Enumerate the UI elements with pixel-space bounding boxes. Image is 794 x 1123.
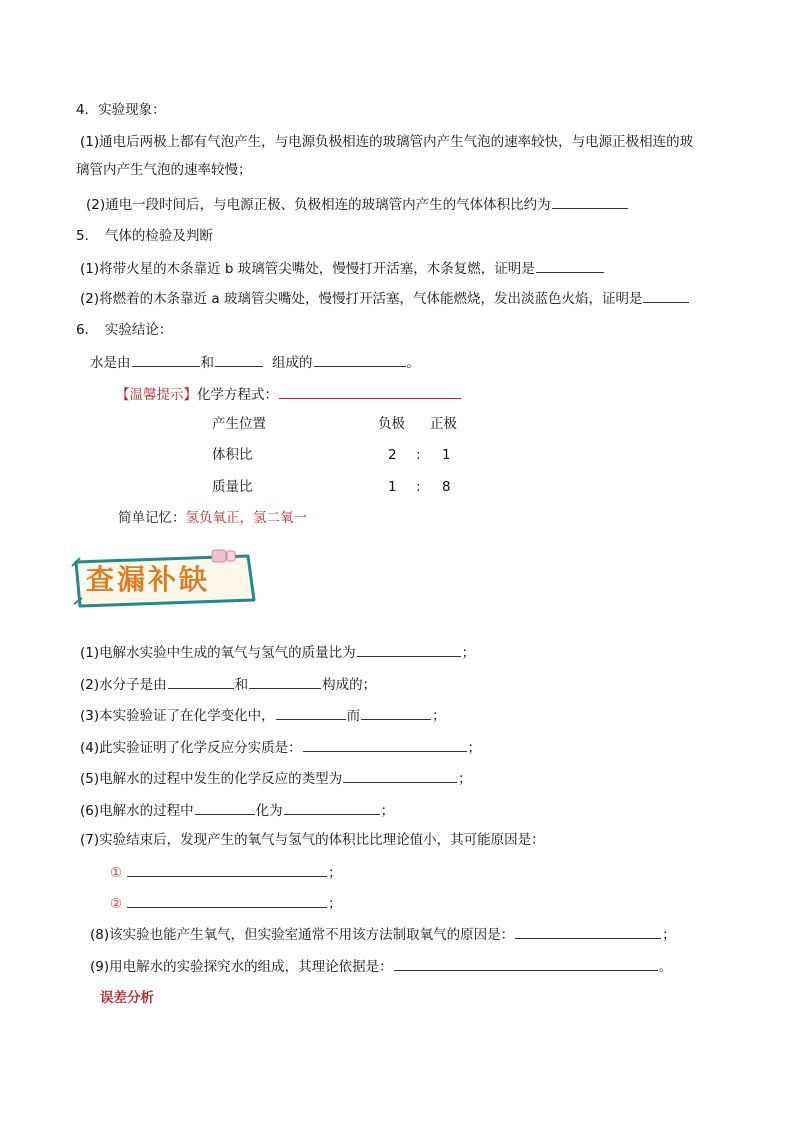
q2-and: 和 <box>234 677 249 693</box>
s4-p1-line1: (1)通电后两极上都有气泡产生，与电源负极相连的玻璃管内产生气泡的速率较快，与电源正极相连的玻 <box>80 134 694 150</box>
question-6 <box>80 800 394 821</box>
answer-blank[interactable] <box>515 924 661 939</box>
question-7: (7)实验结束后，发现产生的氧气与氢气的体积比比理论值小，其可能原因是： <box>80 832 545 848</box>
answer-blank[interactable] <box>127 862 327 877</box>
answer-blank[interactable] <box>552 194 628 209</box>
circle-1: ① <box>110 865 123 881</box>
q6-into: 化为 <box>255 803 283 819</box>
answer-blank[interactable] <box>303 737 467 752</box>
q2-text: (2)水分子是由 <box>80 677 167 693</box>
table-cell: 8 <box>442 479 451 495</box>
question-8 <box>90 924 676 945</box>
table-row-label: 体积比 <box>212 447 253 463</box>
equation-blank[interactable] <box>279 384 461 399</box>
question-1 <box>80 642 475 663</box>
answer-blank[interactable] <box>536 258 604 273</box>
q3-text: (3)本实验验证了在化学变化中， <box>80 708 275 724</box>
answer-blank[interactable] <box>361 705 431 720</box>
table-header-negative: 负极 <box>378 416 405 432</box>
s6-end: 。 <box>406 355 420 371</box>
q5-text: (5)电解水的过程中发生的化学反应的类型为 <box>80 771 343 787</box>
q5-end: ； <box>458 771 472 787</box>
s5-p2 <box>80 288 690 309</box>
s6-and: 和 <box>200 355 214 371</box>
memo-label: 简单记忆： <box>118 510 186 526</box>
s4-p2 <box>86 194 629 215</box>
tip-eq-label: 化学方程式： <box>197 387 278 403</box>
question-2 <box>80 674 376 695</box>
answer-blank[interactable] <box>343 768 457 783</box>
question-3 <box>80 705 446 726</box>
answer-blank[interactable] <box>284 800 380 815</box>
table-cell: : <box>416 447 421 463</box>
q6-text: (6)电解水的过程中 <box>80 803 194 819</box>
answer-blank[interactable] <box>249 674 321 689</box>
q7-end: ； <box>328 896 342 912</box>
q3-end: ； <box>432 708 446 724</box>
answer-blank[interactable] <box>168 674 234 689</box>
answer-blank[interactable] <box>215 352 263 367</box>
answer-blank[interactable] <box>643 288 689 303</box>
q1-end: ； <box>461 645 476 661</box>
section-banner <box>70 548 260 610</box>
question-4 <box>80 737 481 758</box>
tip-line <box>116 384 462 405</box>
answer-blank[interactable] <box>127 893 327 908</box>
s5-p1 <box>80 258 605 279</box>
s6-pre: 水是由 <box>90 355 131 371</box>
question-9 <box>90 956 672 977</box>
s6-mid: 组成的 <box>272 355 313 371</box>
answer-blank[interactable] <box>132 352 200 367</box>
q8-text: (8)该实验也能产生氧气，但实验室通常不用该方法制取氧气的原因是： <box>90 927 515 943</box>
q4-text: (4)此实验证明了化学反应分实质是： <box>80 740 302 756</box>
q3-but: 而 <box>346 708 361 724</box>
q9-text: (9)用电解水的实验探究水的组成，其理论依据是： <box>90 959 393 975</box>
answer-blank[interactable] <box>357 642 461 657</box>
memo-text: 氢负氧正，氢二氧一 <box>185 510 307 526</box>
table-cell: : <box>416 479 421 495</box>
question-5 <box>80 768 472 789</box>
section-5-title: 5． 气体的检验及判断 <box>76 228 213 244</box>
q8-end: ； <box>662 927 676 943</box>
q6-end: ； <box>380 803 395 819</box>
table-row-label: 质量比 <box>212 479 253 495</box>
table-header-position: 产生位置 <box>212 416 266 432</box>
table-cell: 2 <box>388 447 397 463</box>
section-4-title: 4．实验现象： <box>76 102 166 118</box>
answer-blank[interactable] <box>195 800 255 815</box>
section-6-title: 6． 实验结论： <box>76 322 173 338</box>
table-header-positive: 正极 <box>430 416 457 432</box>
s5-p1-text: (1)将带火星的木条靠近 b 玻璃管尖嘴处，慢慢打开活塞，木条复燃，证明是 <box>80 261 535 277</box>
memo-line <box>118 508 307 528</box>
q1-text: (1)电解水实验中生成的氧气与氢气的质量比为 <box>80 645 356 661</box>
s5-p2-text: (2)将燃着的木条靠近 a 玻璃管尖嘴处，慢慢打开活塞，气体能燃烧，发出淡蓝色火焰，证明是 <box>80 291 643 307</box>
tip-label: 【温馨提示】 <box>116 387 197 403</box>
s4-p2-text: (2)通电一段时间后，与电源正极、负极相连的玻璃管内产生的气体体积比约为 <box>86 197 551 213</box>
q9-end: 。 <box>658 959 673 975</box>
answer-blank[interactable] <box>394 956 658 971</box>
error-analysis-heading: 误差分析 <box>100 990 154 1006</box>
q2-end: 构成的； <box>322 677 377 693</box>
banner-title: 查漏补缺 <box>86 563 211 596</box>
s6-conclusion <box>90 352 420 373</box>
table-cell: 1 <box>388 479 397 495</box>
table-cell: 1 <box>442 447 451 463</box>
q7-reason-1 <box>110 862 342 883</box>
q7-end: ； <box>328 865 342 881</box>
q7-reason-2 <box>110 893 342 914</box>
answer-blank[interactable] <box>276 705 346 720</box>
q4-end: ； <box>467 740 482 756</box>
circle-2: ② <box>110 896 123 912</box>
answer-blank[interactable] <box>314 352 406 367</box>
s4-p1-line2: 璃管内产生气泡的速率较慢； <box>76 162 252 178</box>
